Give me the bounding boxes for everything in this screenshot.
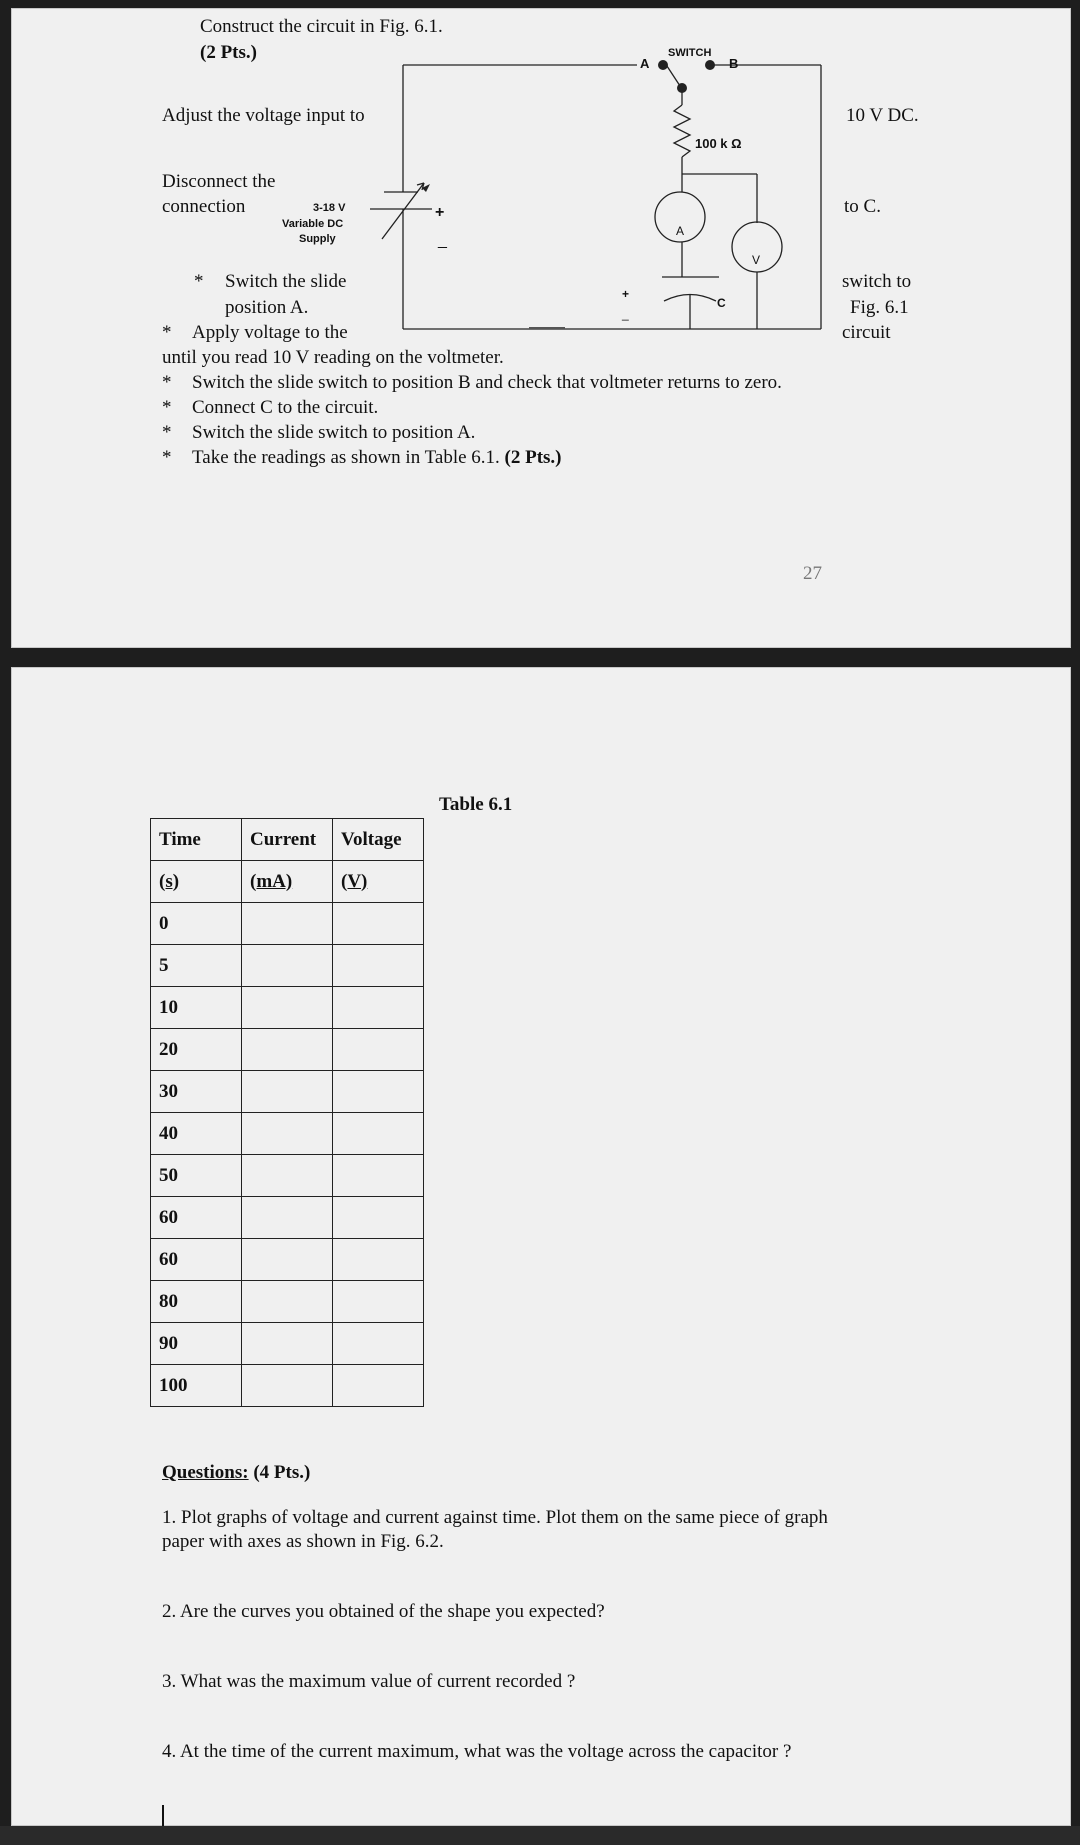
voltage-cell[interactable] [333, 1281, 424, 1323]
current-cell[interactable] [242, 1323, 333, 1365]
capacitor-plus-sign: + [622, 287, 630, 301]
step-disconnect-end: to C. [844, 196, 881, 217]
supply-label-supply: Supply [299, 233, 336, 245]
time-cell: 50 [151, 1155, 242, 1197]
current-cell[interactable] [242, 945, 333, 987]
voltage-cell[interactable] [333, 1155, 424, 1197]
time-cell: 100 [151, 1365, 242, 1407]
step-switch-line-2: position A. [225, 297, 309, 318]
supply-label-range: 3-18 V [313, 202, 346, 214]
question-1-line-1: 1. Plot graphs of voltage and current against time. Plot them on the same piece of graph [162, 1507, 828, 1528]
step-take-readings-points: (2 Pts.) [504, 447, 562, 468]
voltage-cell[interactable] [333, 1197, 424, 1239]
fig-6-1-caption: Fig. 6.1 [850, 297, 909, 318]
step-adjust-voltage: Adjust the voltage input to [162, 105, 365, 126]
supply-plus-sign: + [435, 204, 445, 221]
table-header-row [151, 819, 424, 861]
time-cell: 60 [151, 1239, 242, 1281]
table-row [151, 903, 424, 945]
current-cell[interactable] [242, 1029, 333, 1071]
table-row [151, 1029, 424, 1071]
unit-voltage: (V) [333, 861, 424, 903]
capacitor-minus-sign: _ [622, 307, 629, 321]
voltage-cell[interactable] [333, 1113, 424, 1155]
readings-table [150, 818, 424, 1407]
time-cell: 5 [151, 945, 242, 987]
voltage-cell[interactable] [333, 1365, 424, 1407]
current-cell[interactable] [242, 1365, 333, 1407]
switch-label: SWITCH [668, 47, 712, 59]
unit-time: (s) [151, 861, 242, 903]
questions-title: Questions: [162, 1462, 249, 1483]
table-row [151, 945, 424, 987]
table-row [151, 987, 424, 1029]
bottom-scroll-bar [0, 1826, 1080, 1845]
voltage-cell[interactable] [333, 1029, 424, 1071]
step-take-readings: Take the readings as shown in Table 6.1. (2 Pts.) [192, 447, 562, 468]
table-row [151, 1197, 424, 1239]
voltage-cell[interactable] [333, 1239, 424, 1281]
question-2: 2. Are the curves you obtained of the shape you expected? [162, 1601, 605, 1622]
table-row [151, 1365, 424, 1407]
question-1-line-2: paper with axes as shown in Fig. 6.2. [162, 1531, 444, 1552]
capacitor-label: C [717, 296, 726, 310]
table-unit-row [151, 861, 424, 903]
bullet-star: * [162, 422, 172, 443]
time-cell: 40 [151, 1113, 242, 1155]
step-connect-c: Connect C to the circuit. [192, 397, 379, 418]
table-row [151, 1323, 424, 1365]
voltage-cell[interactable] [333, 945, 424, 987]
text-cursor[interactable] [162, 1805, 164, 1827]
table-title: Table 6.1 [439, 794, 513, 815]
time-cell: 10 [151, 987, 242, 1029]
header-voltage: Voltage [333, 819, 424, 861]
current-cell[interactable] [242, 903, 333, 945]
step-disconnect-line-2: connection [162, 196, 246, 217]
header-time: Time [151, 819, 242, 861]
bullet-star: * [162, 322, 172, 343]
questions-points: (4 Pts.) [253, 1462, 311, 1483]
step-apply-voltage-end: circuit [842, 322, 891, 343]
step-switch-to-b: Switch the slide switch to position B and check that voltmeter returns to zero. [192, 372, 782, 393]
ammeter-label: A [676, 224, 685, 238]
time-cell: 20 [151, 1029, 242, 1071]
switch-position-a-label: A [640, 56, 650, 71]
page-number: 27 [803, 563, 822, 584]
step-switch-line-1: Switch the slide [225, 271, 347, 292]
step-switch-end: switch to [842, 271, 912, 292]
table-row [151, 1281, 424, 1323]
bullet-star: * [162, 397, 172, 418]
current-cell[interactable] [242, 1113, 333, 1155]
questions-heading [162, 1462, 310, 1485]
current-cell[interactable] [242, 1239, 333, 1281]
unit-current: (mA) [242, 861, 333, 903]
question-3: 3. What was the maximum value of current recorded ? [162, 1671, 576, 1692]
procedure-heading: Construct the circuit in Fig. 6.1. [200, 16, 443, 37]
current-cell[interactable] [242, 1071, 333, 1113]
document-page-2 [11, 667, 1071, 1826]
question-4: 4. At the time of the current maximum, what was the voltage across the capacitor ? [162, 1741, 792, 1762]
document-page-1 [11, 8, 1071, 648]
bullet-star: * [194, 271, 204, 292]
voltage-cell[interactable] [333, 1071, 424, 1113]
current-cell[interactable] [242, 1281, 333, 1323]
table-row [151, 1113, 424, 1155]
header-current: Current [242, 819, 333, 861]
supply-minus-sign: _ [438, 232, 447, 249]
procedure-heading-points: (2 Pts.) [200, 42, 257, 63]
bullet-star: * [162, 372, 172, 393]
current-cell[interactable] [242, 1197, 333, 1239]
step-disconnect-line-1: Disconnect the [162, 171, 276, 192]
voltage-cell[interactable] [333, 1323, 424, 1365]
current-cell[interactable] [242, 1155, 333, 1197]
time-cell: 60 [151, 1197, 242, 1239]
voltage-cell[interactable] [333, 987, 424, 1029]
step-switch-to-a: Switch the slide switch to position A. [192, 422, 476, 443]
resistor-label: 100 k Ω [695, 136, 742, 151]
time-cell: 80 [151, 1281, 242, 1323]
bullet-star: * [162, 447, 172, 468]
supply-label-type: Variable DC [282, 218, 344, 230]
step-adjust-voltage-end: 10 V DC. [846, 105, 919, 126]
switch-position-b-label: B [729, 56, 739, 71]
time-cell: 30 [151, 1071, 242, 1113]
voltage-cell[interactable] [333, 903, 424, 945]
time-cell: 0 [151, 903, 242, 945]
step-until-reading: until you read 10 V reading on the voltmeter. [162, 347, 504, 368]
table-row [151, 1155, 424, 1197]
time-cell: 90 [151, 1323, 242, 1365]
step-apply-voltage: Apply voltage to the [192, 322, 348, 343]
table-row [151, 1239, 424, 1281]
current-cell[interactable] [242, 987, 333, 1029]
table-row [151, 1071, 424, 1113]
voltmeter-label: V [752, 253, 761, 267]
